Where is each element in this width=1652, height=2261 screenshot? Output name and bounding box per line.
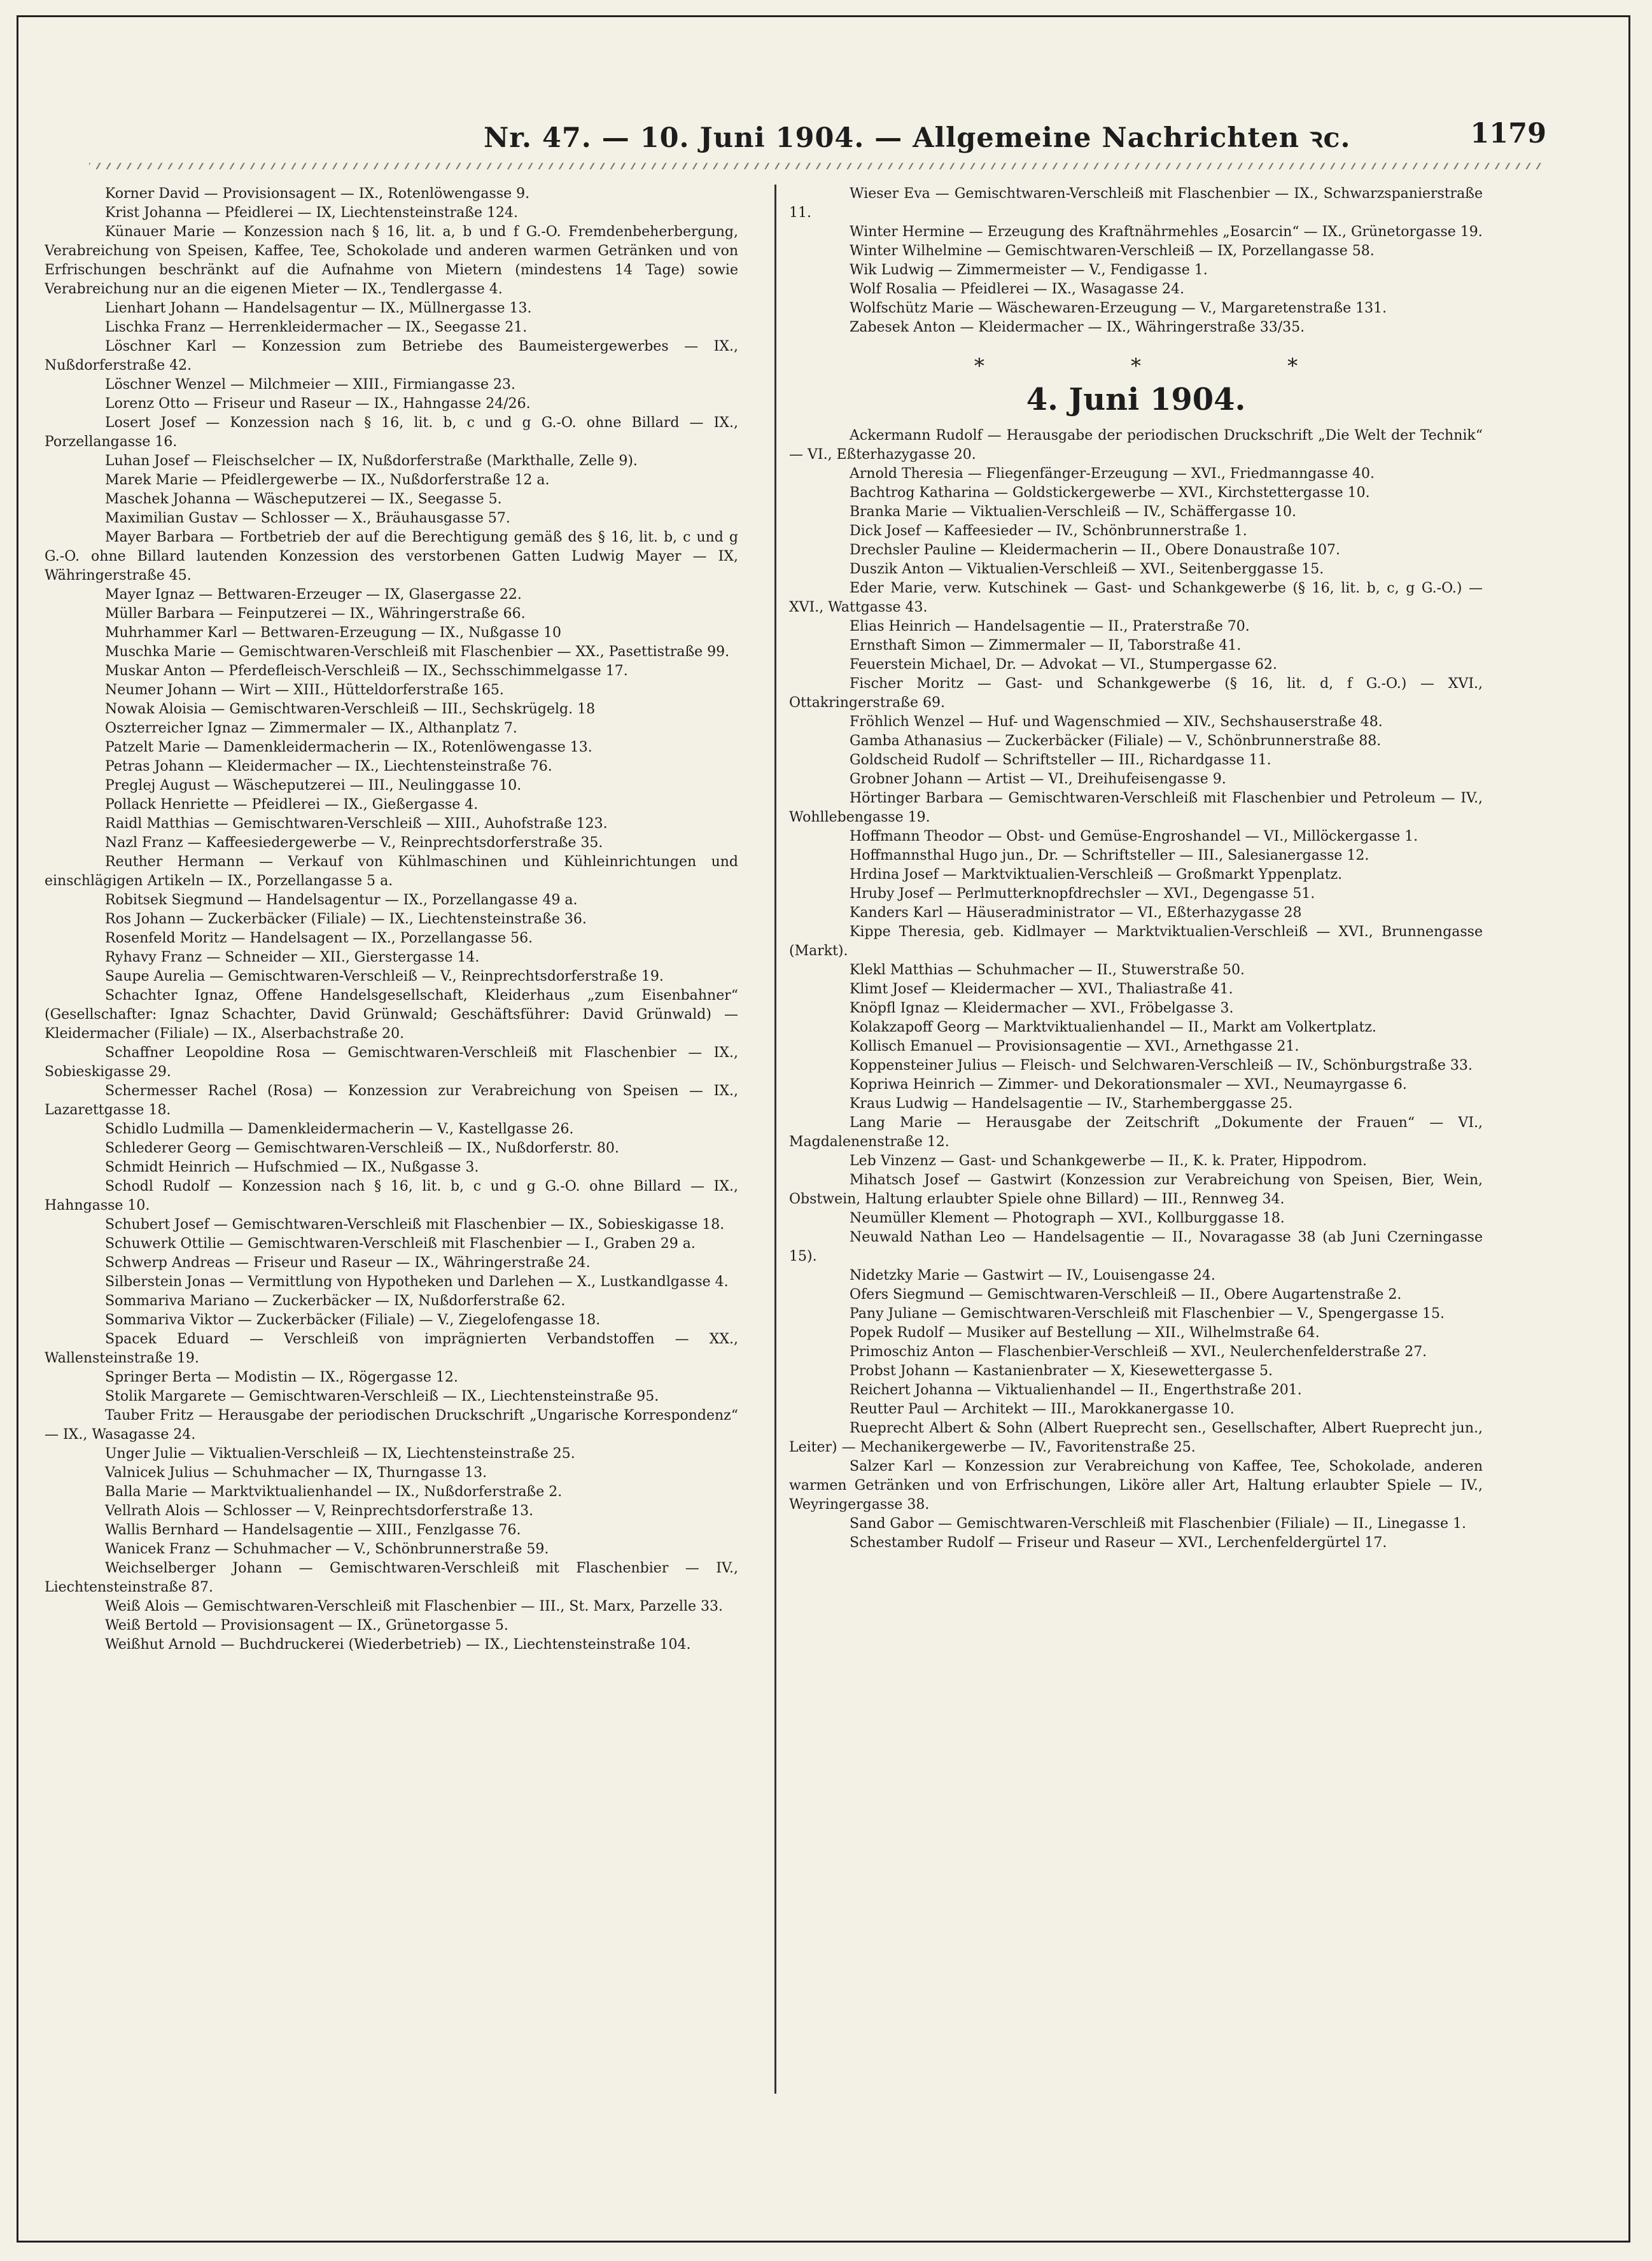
register-entry: Dick Josef — Kaffeesieder — IV., Schönbrunnerstraße 1. <box>850 523 1247 539</box>
register-entry: Grobner Johann — Artist — VI., Dreihufeisengasse 9. <box>850 771 1226 787</box>
register-entry: Sand Gabor — Gemischtwaren-Verschleiß mit Flaschenbier (Filiale) — II., Linegasse 1. <box>850 1516 1466 1532</box>
register-entry: Sommariva Viktor — Zuckerbäcker (Filiale) — V., Ziegelofengasse 18. <box>105 1312 601 1328</box>
register-entry: Weiß Bertold — Provisionsagent — IX., Grünetorgasse 5. <box>105 1618 508 1634</box>
register-entry: Zabesek Anton — Kleidermacher — IX., Währingerstraße 33/35. <box>850 319 1305 335</box>
register-entry: Wanicek Franz — Schuhmacher — V., Schönbrunnerstraße 59. <box>105 1541 549 1557</box>
register-entry: Schmidt Heinrich — Hufschmied — IX., Nußgasse 3. <box>105 1159 479 1175</box>
register-entry: Vellrath Alois — Schlosser — V, Reinprechtsdorferstraße 13. <box>105 1503 534 1519</box>
register-entry: Eder Marie, verw. Kutschinek — Gast- und Schankgewerbe (§ 16, lit. b, c, g G.-O.) — XVI., Wattgasse 43. <box>789 580 1483 615</box>
register-entry: Maximilian Gustav — Schlosser — X., Bräuhausgasse 57. <box>105 510 510 526</box>
register-entry: Weiß Alois — Gemischtwaren-Verschleiß mit Flaschenbier — III., St. Marx, Parzelle 33. <box>105 1599 723 1614</box>
register-entry: Kolakzapoff Georg — Marktviktualienhandel — II., Markt am Volkertplatz. <box>850 1019 1376 1035</box>
register-entry: Gamba Athanasius — Zuckerbäcker (Filiale) — V., Schönbrunnerstraße 88. <box>850 733 1382 749</box>
register-entry: Lienhart Johann — Handelsagentur — IX., Müllnergasse 13. <box>105 300 532 316</box>
register-entry: Kollisch Emanuel — Provisionsagentie — XVI., Arnethgasse 21. <box>850 1039 1299 1054</box>
right-column-entries-top <box>789 185 1483 337</box>
page-number: 1179 <box>1470 118 1546 150</box>
register-entry: Pany Juliane — Gemischtwaren-Verschleiß mit Flaschenbier — V., Spengergasse 15. <box>850 1306 1445 1322</box>
section-heading: 4. Juni 1904. <box>1026 382 1246 417</box>
register-entry: Korner David — Provisionsagent — IX., Rotenlöwengasse 9. <box>105 186 530 202</box>
register-entry: Patzelt Marie — Damenkleidermacherin — IX., Rotenlöwengasse 13. <box>105 739 592 755</box>
register-entry: Winter Hermine — Erzeugung des Kraftnährmehles „Eosarcin“ — IX., Grünetorgasse 19. <box>850 224 1483 240</box>
register-entry: Rueprecht Albert & Sohn (Albert Rueprecht sen., Gesellschafter, Albert Rueprecht jun., Leiter) — Mechanikergewerbe — IV., Favoritenstraße 25. <box>789 1420 1483 1455</box>
register-entry: Neuwald Nathan Leo — Handelsagentie — II., Novaragasse 38 (ab Juni Czerningasse 15). <box>789 1229 1483 1264</box>
register-entry: Ofers Siegmund — Gemischtwaren-Verschleiß — II., Obere Augartenstraße 2. <box>850 1287 1402 1303</box>
register-entry: Wolf Rosalia — Pfeidlerei — IX., Wasagasse 24. <box>850 281 1184 297</box>
register-entry: Kopriwa Heinrich — Zimmer- und Dekorationsmaler — XVI., Neumayrgasse 6. <box>850 1077 1407 1093</box>
register-entry: Neumüller Klement — Photograph — XVI., Kollburggasse 18. <box>850 1210 1285 1226</box>
register-entry: Mihatsch Josef — Gastwirt (Konzession zur Verabreichung von Speisen, Bier, Wein, Obstwein, Haltung erlaubter Spiele ohne Billard) — III., Rennweg 34. <box>789 1172 1483 1207</box>
register-entry: Lang Marie — Herausgabe der Zeitschrift „Dokumente der Frauen“ — VI., Magdalenenstraße 12. <box>789 1115 1483 1150</box>
page-header <box>89 118 1546 162</box>
register-entry: Oszterreicher Ignaz — Zimmermaler — IX., Althanplatz 7. <box>105 720 517 736</box>
register-entry: Schwerp Andreas — Friseur und Raseur — IX., Währingerstraße 24. <box>105 1255 591 1271</box>
register-entry: Ackermann Rudolf — Herausgabe der periodischen Druckschrift „Die Welt der Technik“ — VI., Eßterhazygasse 20. <box>789 428 1483 463</box>
register-entry: Probst Johann — Kastanienbrater — X, Kiesewettergasse 5. <box>850 1363 1273 1379</box>
register-entry: Reutter Paul — Architekt — III., Marokkanergasse 10. <box>850 1401 1235 1417</box>
register-entry: Arnold Theresia — Fliegenfänger-Erzeugung — XVI., Friedmanngasse 40. <box>850 466 1375 482</box>
register-entry: Nowak Aloisia — Gemischtwaren-Verschleiß — III., Sechskrügelg. 18 <box>105 701 596 717</box>
register-entry: Nidetzky Marie — Gastwirt — IV., Louisengasse 24. <box>850 1268 1215 1284</box>
register-entry: Hoffmann Theodor — Obst- und Gemüse-Engroshandel — VI., Millöckergasse 1. <box>850 829 1418 844</box>
register-entry: Wik Ludwig — Zimmermeister — V., Fendigasse 1. <box>850 262 1208 278</box>
right-column <box>789 185 1483 2183</box>
register-entry: Fischer Moritz — Gast- und Schankgewerbe (§ 16, lit. d, f G.-O.) — XVI., Ottakringerstraße 69. <box>789 676 1483 711</box>
header-rule <box>89 163 1546 169</box>
register-entry: Koppensteiner Julius — Fleisch- und Selchwaren-Verschleiß — IV., Schönburgstraße 33. <box>850 1058 1473 1074</box>
register-entry: Schlederer Georg — Gemischtwaren-Verschleiß — IX., Nußdorferstr. 80. <box>105 1140 619 1156</box>
register-entry: Muskar Anton — Pferdefleisch-Verschleiß — IX., Sechsschimmelgasse 17. <box>105 663 628 679</box>
register-entry: Ryhavy Franz — Schneider — XII., Gierstergasse 14. <box>105 949 480 965</box>
register-entry: Schermesser Rachel (Rosa) — Konzession zur Verabreichung von Speisen — IX., Lazarettgasse 18. <box>45 1083 738 1118</box>
left-column <box>45 185 738 2183</box>
register-entry: Salzer Karl — Konzession zur Verabreichung von Kaffee, Tee, Schokolade, anderen warmen Getränken und von Erfrischungen, Liköre aller Art, Haltung erlaubter Spiele — IV., Weyringergasse 38. <box>789 1459 1483 1513</box>
register-entry: Kippe Theresia, geb. Kidlmayer — Marktviktualien-Verschleiß — XVI., Brunnengasse (Markt). <box>789 924 1483 959</box>
register-entry: Marek Marie — Pfeidlergewerbe — IX., Nußdorferstraße 12 a. <box>105 472 550 488</box>
register-entry: Krist Johanna — Pfeidlerei — IX, Liechtensteinstraße 124. <box>105 205 518 221</box>
register-entry: Neumer Johann — Wirt — XIII., Hütteldorferstraße 165. <box>105 682 504 698</box>
register-entry: Schuwerk Ottilie — Gemischtwaren-Verschleiß mit Flaschenbier — I., Graben 29 a. <box>105 1236 696 1252</box>
register-entry: Branka Marie — Viktualien-Verschleiß — IV., Schäffergasse 10. <box>850 504 1296 520</box>
register-entry: Wallis Bernhard — Handelsagentie — XIII., Fenzlgasse 76. <box>105 1522 521 1538</box>
register-entry: Hruby Josef — Perlmutterknopfdrechsler — XVI., Degengasse 51. <box>850 886 1315 902</box>
register-entry: Losert Josef — Konzession nach § 16, lit. b, c und g G.-O. ohne Billard — IX., Porzellangasse 16. <box>45 415 738 450</box>
register-entry: Mayer Barbara — Fortbetrieb der auf die Berechtigung gemäß des § 16, lit. b, c und g G.-O. ohne Billard lautenden Konzession des verstorbenen Gatten Ludwig Mayer — IX, Währingerstraße 45. <box>45 529 738 584</box>
register-entry: Lischka Franz — Herrenkleidermacher — IX., Seegasse 21. <box>105 319 528 335</box>
section-separator: * * * <box>974 354 1368 378</box>
register-entry: Silberstein Jonas — Vermittlung von Hypotheken und Darlehen — X., Lustkandlgasse 4. <box>105 1274 729 1290</box>
register-entry: Drechsler Pauline — Kleidermacherin — II., Obere Donaustraße 107. <box>850 542 1341 558</box>
register-entry: Rosenfeld Moritz — Handelsagent — IX., Porzellangasse 56. <box>105 930 533 946</box>
register-entry: Kraus Ludwig — Handelsagentie — IV., Starhemberggasse 25. <box>850 1096 1293 1112</box>
register-entry: Goldscheid Rudolf — Schriftsteller — III., Richardgasse 11. <box>850 752 1271 768</box>
register-entry: Primoschiz Anton — Flaschenbier-Verschleiß — XVI., Neulerchenfelderstraße 27. <box>850 1344 1427 1360</box>
register-entry: Löschner Wenzel — Milchmeier — XIII., Firmiangasse 23. <box>105 377 515 393</box>
register-entry: Weichselberger Johann — Gemischtwaren-Verschleiß mit Flaschenbier — IV., Liechtensteinstraße 87. <box>45 1560 738 1595</box>
register-entry: Popek Rudolf — Musiker auf Bestellung — XII., Wilhelmstraße 64. <box>850 1325 1320 1341</box>
register-entry: Robitsek Siegmund — Handelsagentur — IX., Porzellangasse 49 a. <box>105 892 578 908</box>
register-entry: Schidlo Ludmilla — Damenkleidermacherin — V., Kastellgasse 26. <box>105 1121 574 1137</box>
running-title: Nr. 47. — 10. Juni 1904. — Allgemeine Nachrichten ꝛc. <box>484 122 1351 154</box>
register-entry: Bachtrog Katharina — Goldstickergewerbe — XVI., Kirchstettergasse 10. <box>850 485 1370 501</box>
register-entry: Sommariva Mariano — Zuckerbäcker — IX, Nußdorferstraße 62. <box>105 1293 566 1309</box>
register-entry: Schaffner Leopoldine Rosa — Gemischtwaren-Verschleiß mit Flaschenbier — IX., Sobieskigasse 29. <box>45 1045 738 1080</box>
register-entry: Hörtinger Barbara — Gemischtwaren-Verschleiß mit Flaschenbier und Petroleum — IV., Wohllebengasse 19. <box>789 790 1483 825</box>
register-entry: Unger Julie — Viktualien-Verschleiß — IX, Liechtensteinstraße 25. <box>105 1446 575 1462</box>
register-entry: Maschek Johanna — Wäscheputzerei — IX., Seegasse 5. <box>105 491 502 507</box>
register-entry: Elias Heinrich — Handelsagentie — II., Praterstraße 70. <box>850 619 1250 634</box>
register-entry: Reuther Hermann — Verkauf von Kühlmaschinen und Kühleinrichtungen und einschlägigen Artikeln — IX., Porzellangasse 5 a. <box>45 854 738 889</box>
register-entry: Feuerstein Michael, Dr. — Advokat — VI., Stumpergasse 62. <box>850 657 1277 673</box>
register-entry: Fröhlich Wenzel — Huf- und Wagenschmied — XIV., Sechshauserstraße 48. <box>850 714 1383 730</box>
register-entry: Wieser Eva — Gemischtwaren-Verschleiß mit Flaschenbier — IX., Schwarzspanierstraße 11. <box>789 186 1483 221</box>
register-entry: Ros Johann — Zuckerbäcker (Filiale) — IX., Liechtensteinstraße 36. <box>105 911 587 927</box>
register-entry: Klekl Matthias — Schuhmacher — II., Stuwerstraße 50. <box>850 962 1245 978</box>
register-entry: Hoffmannsthal Hugo jun., Dr. — Schriftsteller — III., Salesianergasse 12. <box>850 848 1369 864</box>
register-entry: Pollack Henriette — Pfeidlerei — IX., Gießergasse 4. <box>105 797 479 813</box>
register-entry: Petras Johann — Kleidermacher — IX., Liechtensteinstraße 76. <box>105 759 552 774</box>
register-entry: Weißhut Arnold — Buchdruckerei (Wiederbetrieb) — IX., Liechtensteinstraße 104. <box>105 1637 691 1653</box>
register-entry: Saupe Aurelia — Gemischtwaren-Verschleiß — V., Reinprechtsdorferstraße 19. <box>105 969 664 984</box>
register-entry: Schachter Ignaz, Offene Handelsgesellschaft, Kleiderhaus „zum Eisenbahner“ (Gesellschafter: Ignaz Schachter, David Grünwald; Geschäftsführer: David Grünwald) — Kleidermacher (Filiale) — IX., Alserbachstraße 20. <box>45 988 738 1042</box>
register-entry: Ernsthaft Simon — Zimmermaler — II, Taborstraße 41. <box>850 638 1242 654</box>
register-entry: Leb Vinzenz — Gast- und Schankgewerbe — II., K. k. Prater, Hippodrom. <box>850 1153 1367 1169</box>
register-entry: Winter Wilhelmine — Gemischtwaren-Verschleiß — IX, Porzellangasse 58. <box>850 243 1375 259</box>
register-entry: Muhrhammer Karl — Bettwaren-Erzeugung — IX., Nußgasse 10 <box>105 625 562 641</box>
register-entry: Preglej August — Wäscheputzerei — III., Neulinggasse 10. <box>105 778 522 794</box>
register-entry: Schubert Josef — Gemischtwaren-Verschleiß mit Flaschenbier — IX., Sobieskigasse 18. <box>105 1217 725 1233</box>
register-entry: Knöpfl Ignaz — Kleidermacher — XVI., Fröbelgasse 3. <box>850 1000 1234 1016</box>
register-entry: Luhan Josef — Fleischselcher — IX, Nußdorferstraße (Markthalle, Zelle 9). <box>105 453 638 469</box>
register-entry: Löschner Karl — Konzession zum Betriebe des Baumeistergewerbes — IX., Nußdorferstraße 42. <box>45 339 738 374</box>
register-entry: Reichert Johanna — Viktualienhandel — II., Engerthstraße 201. <box>850 1382 1302 1398</box>
register-entry: Nazl Franz — Kaffeesiedergewerbe — V., Reinprechtsdorferstraße 35. <box>105 835 603 851</box>
register-entry: Springer Berta — Modistin — IX., Rögergasse 12. <box>105 1369 458 1385</box>
register-entry: Hrdina Josef — Marktviktualien-Verschleiß — Großmarkt Yppenplatz. <box>850 867 1343 883</box>
register-entry: Müller Barbara — Feinputzerei — IX., Währingerstraße 66. <box>105 606 526 622</box>
register-entry: Kanders Karl — Häuseradministrator — VI., Eßterhazygasse 28 <box>850 905 1302 921</box>
register-entry: Künauer Marie — Konzession nach § 16, lit. a, b und f G.-O. Fremdenbeherbergung, Verabreichung von Speisen, Kaffee, Tee, Schokolade und anderen warmen Getränken und von Erfrischungen beschränkt auf die Aufnahme von Mietern (mindestens 14 Tage) sowie Verabreichung nur an die eigenen Mieter — IX., Tendlergasse 4. <box>45 224 738 297</box>
register-entry: Stolik Margarete — Gemischtwaren-Verschleiß — IX., Liechtensteinstraße 95. <box>105 1389 659 1404</box>
register-entry: Valnicek Julius — Schuhmacher — IX, Thurngasse 13. <box>105 1465 487 1481</box>
register-entry: Wolfschütz Marie — Wäschewaren-Erzeugung — V., Margaretenstraße 131. <box>850 300 1387 316</box>
right-column-entries-bottom <box>789 426 1483 1553</box>
register-entry: Muschka Marie — Gemischtwaren-Verschleiß mit Flaschenbier — XX., Pasettistraße 99. <box>105 644 730 660</box>
register-entry: Balla Marie — Marktviktualienhandel — IX., Nußdorferstraße 2. <box>105 1484 563 1500</box>
register-entry: Schestamber Rudolf — Friseur und Raseur — XVI., Lerchenfeldergürtel 17. <box>850 1535 1387 1551</box>
column-divider <box>774 185 776 2094</box>
register-entry: Klimt Josef — Kleidermacher — XVI., Thaliastraße 41. <box>850 981 1233 997</box>
register-entry: Spacek Eduard — Verschleiß von imprägnierten Verbandstoffen — XX., Wallensteinstraße 19. <box>45 1331 738 1366</box>
register-entry: Mayer Ignaz — Bettwaren-Erzeuger — IX, Glasergasse 22. <box>105 587 522 603</box>
register-entry: Schodl Rudolf — Konzession nach § 16, lit. b, c und g G.-O. ohne Billard — IX., Hahngasse 10. <box>45 1179 738 1214</box>
register-entry: Duszik Anton — Viktualien-Verschleiß — XVI., Seitenberggasse 15. <box>850 561 1324 577</box>
register-entry: Tauber Fritz — Herausgabe der periodischen Druckschrift „Ungarische Korrespondenz“ — IX., Wasagasse 24. <box>45 1408 738 1443</box>
register-entry: Lorenz Otto — Friseur und Raseur — IX., Hahngasse 24/26. <box>105 396 531 412</box>
register-entry: Raidl Matthias — Gemischtwaren-Verschleiß — XIII., Auhofstraße 123. <box>105 816 608 832</box>
